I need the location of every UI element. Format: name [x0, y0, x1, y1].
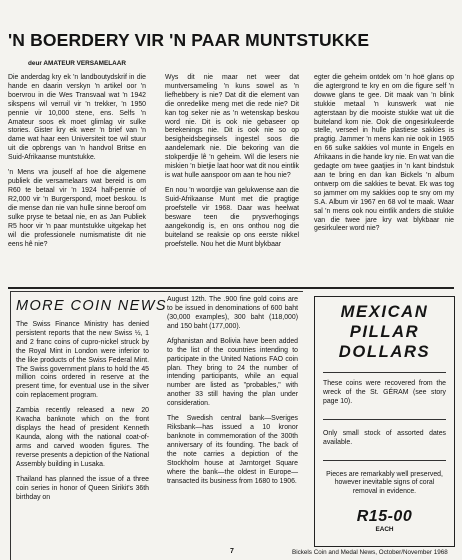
advert-title-line: MEXICAN: [340, 302, 429, 321]
page-number: 7: [230, 548, 234, 555]
advert-paragraph: These coins were recovered from the wreck of the St. GÉRAM (see story page 10).: [323, 380, 446, 405]
coin-news-column-left: [16, 321, 149, 509]
section-divider: [8, 287, 454, 289]
article-column-2: [165, 74, 299, 256]
coin-news-title: MORE COIN NEWS: [16, 298, 167, 314]
advert-paragraph: Pieces are remarkably well preserved, however inevitable signs of coral removal in evidence.: [326, 470, 443, 496]
advert-price: R15-00: [356, 508, 413, 526]
article-byline: deur AMATEUR VERSAMELAAR: [28, 60, 126, 67]
mexican-dollars-advert: [314, 296, 455, 547]
news-item: Zambia recently released a new 20 Kwacha banknote which on the front displays the head of president Kenneth Kaunda, along with the national coat-of-arms and carved wooden figures. The reverse presents a depiction of the National Assembly building in Lusaka.: [16, 407, 149, 468]
advert-paragraph: Only small stock of assorted dates available.: [323, 429, 446, 446]
article-column-1: [8, 74, 146, 256]
advert-divider: [323, 460, 446, 461]
advert-price-unit: EACH: [375, 526, 394, 534]
news-item: The Swiss Finance Ministry has denied persistent reports that the new Swiss ½, 1 and 2 franc coins of cupro-nickel struck by the Royal Mint in London were inferior to the like products of the Swiss Federal Mint. The Swiss government plans to hold the 45 million coins ordered in reserve at the present time, for eventual use in the silver coin replacement program.: [16, 321, 149, 400]
advert-divider: [323, 372, 446, 373]
article-headline: 'N BOERDERY VIR 'N PAAR MUNTSTUKKE: [8, 30, 370, 50]
article-paragraph: 'n Mens vra jouself af hoe die algemene publiek die versamelaars wat bereid is om R60 te betaal vir 'n 1924 half-pennie of R2,000 vir 'n Burgerspond, moet beskou. Is die mense dan nie van hulle sinne beroof om sulke pryse te betaal nie, en as Jan Publiek R5 hoor vir 'n paar muntstukke uitgekap het wil die professionele numismatiste dit nie eens hê nie?: [8, 169, 146, 248]
article-paragraph: egter die geheim ontdek om 'n hoë glans op die agtergrond te kry en om die figure self 'n dowwe glans te gee. Dit maak van 'n blink stukkie metaal 'n kunswerk wat nie agterstaan by die mooiste stukke wat uit die buiteland kom nie. Ook die ongesirkuleerde stelle, verseel in hulle plastiese sakkies is pragtig. Jammer 'n mens kan nie ook in 1965 en 66 sulke sakkies vol munte in Engels en Afrikaans in die hande kry nie. En wat van die gedagte om twee gaatjies in 'n kant bindstuk aan te bring en dan kan Bickels 'n album ontwerp om die sakkies te bevat. Ek was tog so jammer om my sakkies oop te sny om my S.A. Album vir 1967 en 68 vol te maak. Waar sal 'n mens ook nou eintlik anders die stukke van die twee jare kry wat blykbaar nie gesirkuleer word nie?: [314, 74, 454, 233]
article-paragraph: Die anderdag kry ek 'n landboutydskrif in die hande en daarin verskyn 'n artikel oor 'n boervrou in die Wes Transvaal wat 'n 1942 sikspens wil verruil vir 'n trekker, 'n 1950 pennie vir 10,000 stene, ens. Selfs 'n Amateur soos ek moet glimlag vir sulke stories. Gister kry ek weer 'n brief van 'n dame wat haar een Universiteit toe wil stuur uit die opbrengs van 'n handvol Britse en Suid-Afrikaanse muntstukke.: [8, 74, 146, 162]
article-paragraph: Wys dit nie maar net weer dat muntversameling 'n kuns sowel as 'n liefhebbery is nie? Dat dit die element van die onredelike meng met die rede nie? Dit kan tog seker nie as 'n wetenskap beskou word nie. Dit is ook nie gebaseer op berekenings nie. Dit is ook nie so op besigheidsbeginsels ingestel soos die aandelemark nie. Die bekoring van die stokperdjie lê 'n geheim. Wil die lesers nie miskien 'n bietjie laat hoor wat dit nou eintlik is wat hulle aanspoor om aan te hou nie?: [165, 74, 299, 179]
news-item: Afghanistan and Bolivia have been added to the list of the countries intending to participate in the United Nations FAO coin plan. They bring to 24 the number of intending participants, while an equal number are listed as "probables," with another 33 still having the plan under consideration.: [167, 337, 298, 408]
article-paragraph: En nou 'n woordjie van gelukwense aan die Suid-Afrikaanse Munt met die pragtige proefstelle vir 1968. Daar was heelwat besware teen die prysverhogings aangekondig is, en ons onthou nog die buiteland se reaksie op ons eerste nikkel proefstelle. Nou het die Munt blykbaar: [165, 187, 299, 248]
advert-title-line: DOLLARS: [338, 342, 431, 361]
news-item: Thailand has planned the issue of a three coin series in honor of Queen Sirikit's 36th birthday on: [16, 475, 149, 501]
advert-divider: [323, 419, 446, 420]
advert-title-line: PILLAR: [349, 322, 420, 341]
news-item: August 12th. The .900 fine gold coins are to be issued in denominations of 600 baht (30,000 examples), 300 baht (118,000) and 150 baht (177,000).: [167, 296, 298, 330]
advert-title: [315, 302, 454, 362]
publication-footer: Bickels Coin and Medal News, October/November 1968: [292, 549, 448, 556]
coin-news-column-right: [167, 296, 298, 493]
news-item: The Swedish central bank—Sveriges Riksbank—has issued a 10 kronor banknote in commemoration of the 300th anniversary of its founding. The back of the note carries a depiction of the Stockholm house at Jarntorget Square where the bank—the oldest in Europe—transacted its business from 1680 to 1906.: [167, 415, 298, 485]
article-column-3: [314, 74, 454, 241]
